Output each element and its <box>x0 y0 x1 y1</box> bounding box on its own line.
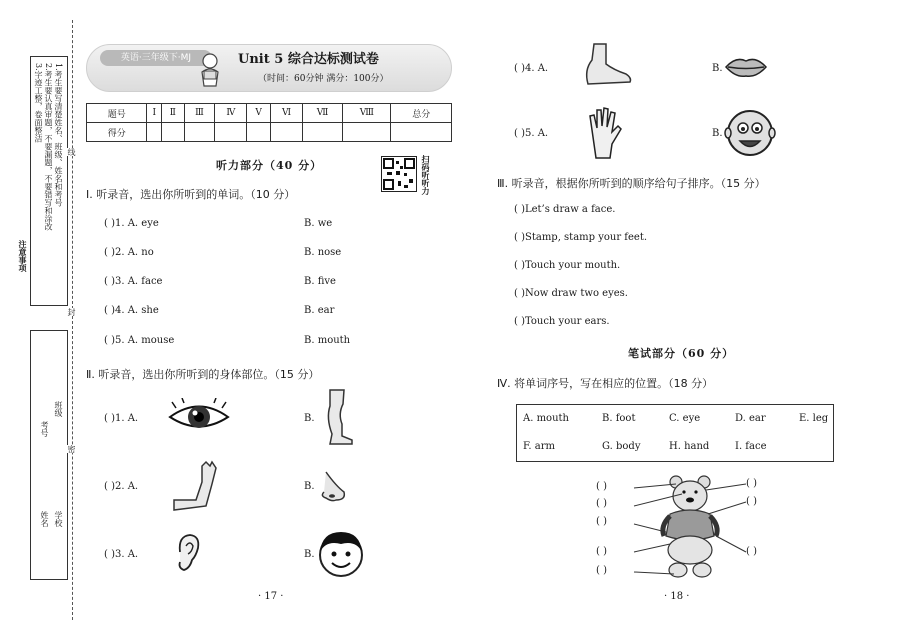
word-body: G. body <box>602 441 641 452</box>
score-input-cell[interactable] <box>184 123 215 142</box>
writing-section-heading: 笔试部分（60 分） <box>628 347 735 360</box>
seal-word-feng: 封 <box>67 308 76 316</box>
s2-q3-option-b[interactable]: B. <box>304 549 315 560</box>
bear-blank-left-2[interactable]: ( ) <box>596 498 607 509</box>
s1-q2-option-a[interactable]: ( )2. A. no <box>104 247 154 258</box>
notice-box <box>30 56 68 306</box>
score-input-cell[interactable] <box>215 123 247 142</box>
s3-sentence-5[interactable]: ( )Touch your ears. <box>514 316 610 327</box>
eye-icon <box>166 398 232 436</box>
ear-icon <box>174 532 202 574</box>
score-input-cell[interactable] <box>343 123 391 142</box>
arm-icon <box>172 460 222 514</box>
table-cell: Ⅰ <box>147 104 162 123</box>
s2-q5-option-b[interactable]: B. <box>712 128 723 139</box>
s1-q4-option-a[interactable]: ( )4. A. she <box>104 305 159 316</box>
s3-sentence-2[interactable]: ( )Stamp, stamp your feet. <box>514 232 648 243</box>
table-cell: 题号 <box>87 104 147 123</box>
score-table <box>86 103 452 142</box>
bear-blank-left-3[interactable]: ( ) <box>596 516 607 527</box>
qr-code-icon[interactable] <box>381 156 417 192</box>
bear-blank-right-3[interactable]: ( ) <box>746 546 757 557</box>
s2-q1-option-b[interactable]: B. <box>304 413 315 424</box>
notice-line-1: 1.考生要写清楚姓名、班级、姓名和考号 <box>54 63 63 207</box>
section-3-title: Ⅲ. 听录音，根据你所听到的顺序给句子排序。（15 分） <box>497 177 766 190</box>
page-subtitle: （时间：60分钟 满分：100分） <box>258 74 389 84</box>
word-ear: D. ear <box>735 413 766 424</box>
s2-q2-option-a[interactable]: ( )2. A. <box>104 481 139 492</box>
section-4-title: Ⅳ. 将单词序号，写在相应的位置。（18 分） <box>497 377 714 390</box>
hand-icon <box>584 106 624 160</box>
score-input-cell[interactable] <box>147 123 162 142</box>
foot-icon <box>576 42 634 88</box>
bear-figure-icon <box>630 474 750 582</box>
field-school: 学校 <box>54 511 63 527</box>
word-mouth: A. mouth <box>523 413 569 424</box>
table-cell: Ⅷ <box>343 104 391 123</box>
s1-q2-option-b[interactable]: B. nose <box>304 247 342 258</box>
bear-blank-right-1[interactable]: ( ) <box>746 478 757 489</box>
s3-sentence-4[interactable]: ( )Now draw two eyes. <box>514 288 628 299</box>
table-cell: Ⅵ <box>271 104 303 123</box>
bear-blank-left-4[interactable]: ( ) <box>596 546 607 557</box>
qr-caption: 扫码听听力 <box>421 155 430 195</box>
s1-q3-option-b[interactable]: B. five <box>304 276 336 287</box>
binding-strip <box>0 0 82 632</box>
score-table-score-row <box>87 123 452 142</box>
field-name: 姓名 <box>40 511 49 527</box>
s3-sentence-3[interactable]: ( )Touch your mouth. <box>514 260 621 271</box>
table-cell: Ⅲ <box>184 104 215 123</box>
seal-line <box>72 20 73 620</box>
nose-icon <box>316 470 350 504</box>
score-input-cell[interactable] <box>271 123 303 142</box>
seal-word-mi: 密 <box>67 445 76 453</box>
word-arm: F. arm <box>523 441 555 452</box>
s1-q3-option-a[interactable]: ( )3. A. face <box>104 276 163 287</box>
table-cell: 总分 <box>391 104 452 123</box>
s2-q4-option-b[interactable]: B. <box>712 63 723 74</box>
table-cell: Ⅱ <box>161 104 184 123</box>
round-face-icon <box>724 108 776 158</box>
score-input-cell[interactable] <box>391 123 452 142</box>
cartoon-reader-icon <box>196 52 224 88</box>
s1-q1-option-b[interactable]: B. we <box>304 218 333 229</box>
field-class: 班级 <box>54 401 63 417</box>
page-title: Unit 5 综合达标测试卷 <box>238 52 379 67</box>
page-number-left: · 17 · <box>258 591 284 602</box>
notice-line-3: 3.字迹工整，卷面整洁 <box>34 63 43 143</box>
mouth-icon <box>724 54 768 80</box>
word-face: I. face <box>735 441 767 452</box>
s2-q3-option-a[interactable]: ( )3. A. <box>104 549 139 560</box>
score-input-cell[interactable] <box>247 123 271 142</box>
grade-tag: 英语·三年级下·MJ <box>100 50 212 66</box>
listening-section-heading: 听力部分（40 分） <box>216 159 323 172</box>
word-eye: C. eye <box>669 413 701 424</box>
section-1-title: Ⅰ. 听录音，选出你所听到的单词。（10 分） <box>86 188 296 201</box>
s1-q4-option-b[interactable]: B. ear <box>304 305 335 316</box>
word-foot: B. foot <box>602 413 636 424</box>
notice-line-2: 2.考生要认真审题，不要漏题，不要错写和涂改 <box>44 63 53 231</box>
s2-q5-option-a[interactable]: ( )5. A. <box>514 128 549 139</box>
bear-blank-left-1[interactable]: ( ) <box>596 481 607 492</box>
score-table-header-row <box>87 104 452 123</box>
page-number-right: · 18 · <box>664 591 690 602</box>
s2-q2-option-b[interactable]: B. <box>304 481 315 492</box>
s1-q1-option-a[interactable]: ( )1. A. eye <box>104 218 159 229</box>
s1-q5-option-a[interactable]: ( )5. A. mouse <box>104 335 175 346</box>
s2-q1-option-a[interactable]: ( )1. A. <box>104 413 139 424</box>
s3-sentence-1[interactable]: ( )Let’s draw a face. <box>514 204 616 215</box>
score-input-cell[interactable] <box>303 123 343 142</box>
student-info-box <box>30 330 68 580</box>
leg-icon <box>316 388 356 446</box>
bear-blank-right-2[interactable]: ( ) <box>746 496 757 507</box>
bear-blank-left-5[interactable]: ( ) <box>596 565 607 576</box>
field-exam-number: 考号 <box>40 421 49 437</box>
section-2-title: Ⅱ. 听录音，选出你所听到的身体部位。（15 分） <box>86 368 320 381</box>
seal-word-xian: 线 <box>67 148 76 156</box>
table-cell: Ⅶ <box>303 104 343 123</box>
table-cell: Ⅳ <box>215 104 247 123</box>
table-cell: 得分 <box>87 123 147 142</box>
face-icon <box>316 528 366 578</box>
notice-label: 注意事项 <box>18 240 28 272</box>
table-cell: Ⅴ <box>247 104 271 123</box>
score-input-cell[interactable] <box>161 123 184 142</box>
s1-q5-option-b[interactable]: B. mouth <box>304 335 351 346</box>
word-bank-box <box>516 404 834 462</box>
s2-q4-option-a[interactable]: ( )4. A. <box>514 63 549 74</box>
word-leg: E. leg <box>799 413 829 424</box>
word-hand: H. hand <box>669 441 710 452</box>
